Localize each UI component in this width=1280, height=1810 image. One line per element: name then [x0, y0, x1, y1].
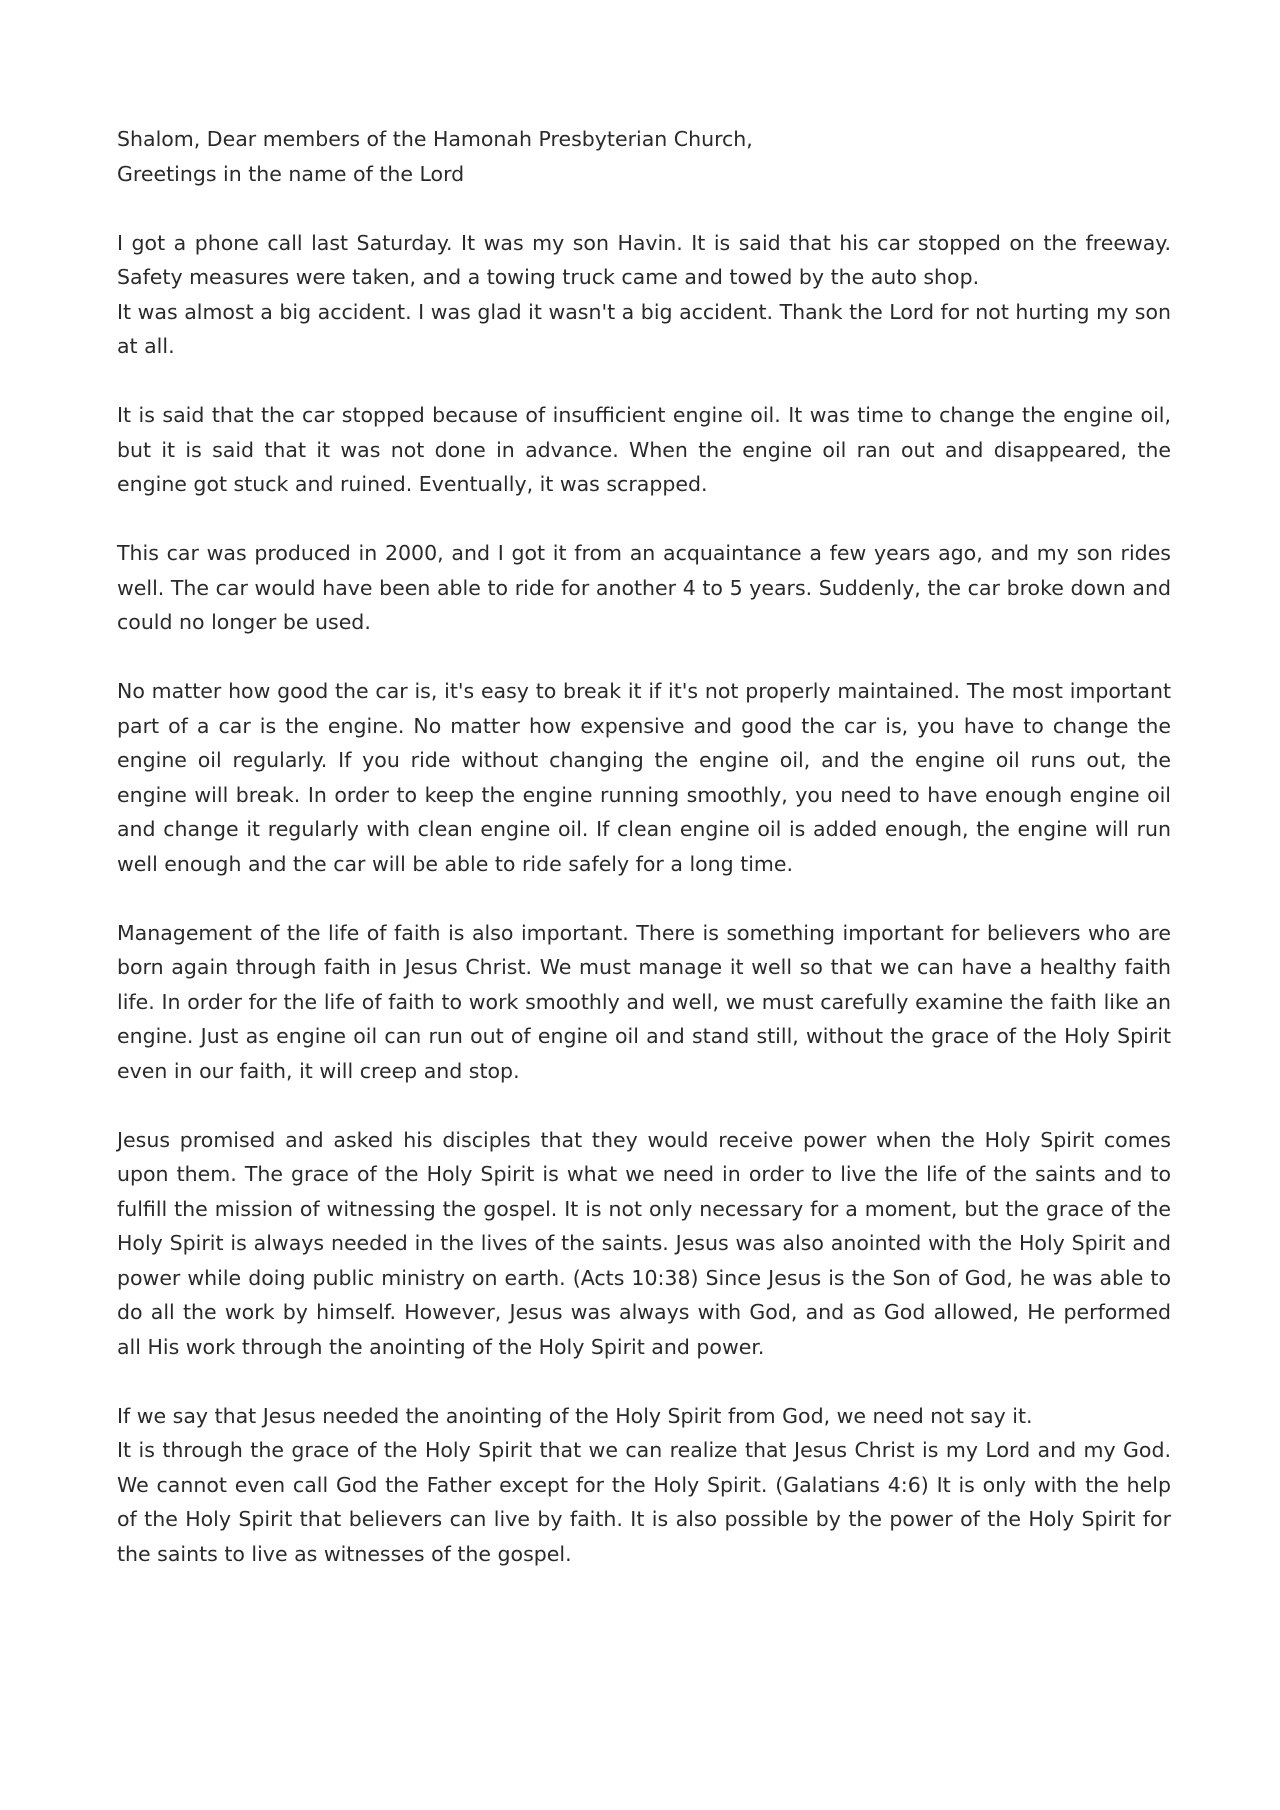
paragraph-faith-management: Management of the life of faith is also important. There is something important for believers who are born again through faith in Jesus Christ. We must manage it well so that we can have a healthy faith life. In order for the life of faith to work smoothly and well, we must carefully examine the faith like an engine. Just as engine oil can run out of engine oil and stand still, without the grace of the Holy Spirit even in our faith, it will creep and stop. [117, 920, 1171, 1083]
paragraph-text: I got a phone call last Saturday. It was my son Havin. It is said that his car stopped on the freeway. Safety measures were taken, and a towing truck came and towed by the auto shop. [117, 230, 1171, 289]
salutation-blessing: Greetings in the name of the Lord [117, 161, 465, 186]
paragraph-car-history: This car was produced in 2000, and I got it from an acquaintance a few years ago, and my son rides well. The car would have been able to ride for another 4 to 5 years. Suddenly, the car broke down and could no longer be used. [117, 541, 1171, 634]
paragraph-engine-oil: It is said that the car stopped because of insufficient engine oil. It was time to change the engine oil, but it is said that it was not done in advance. When the engine oil ran out and disappeared, the engine got stuck and ruined. Eventually, it was scrapped. [117, 403, 1171, 496]
paragraph-holy-spirit-power: Jesus promised and asked his disciples that they would receive power when the Holy Spirit comes upon them. The grace of the Holy Spirit is what we need in order to live the life of the saints and to fulfill the mission of witnessing the gospel. It is not only necessary for a moment, but the grace of the Holy Spirit is always needed in the lives of the saints. Jesus was also anointed with the Holy Spirit and power while doing public ministry on earth. (Acts 10:38) Since Jesus is the Son of God, he was able to do all the work by himself. However, Jesus was always with God, and as God allowed, He performed all His work through the anointing of the Holy Spirit and power. [117, 1127, 1171, 1359]
paragraph-text: If we say that Jesus needed the anointing of the Holy Spirit from God, we need not say it. [117, 1403, 1033, 1428]
salutation [117, 122, 1171, 191]
paragraph-text: It was almost a big accident. I was glad it wasn't a big accident. Thank the Lord for not hurting my son at all. [117, 299, 1171, 358]
paragraph-text: It is through the grace of the Holy Spirit that we can realize that Jesus Christ is my Lord and my God. We cannot even call God the Father except for the Holy Spirit. (Galatians 4:6) It is only with the help of the Holy Spirit that believers can live by faith. It is also possible by the power of the Holy Spirit for the saints to live as witnesses of the gospel. [117, 1438, 1171, 1566]
paragraph-phone-call [117, 226, 1171, 364]
letter-body [117, 122, 1171, 1571]
paragraph-holy-spirit-grace [117, 1399, 1171, 1572]
paragraph-maintenance: No matter how good the car is, it's easy to break it if it's not properly maintained. The most important part of a car is the engine. No matter how expensive and good the car is, you have to change the engine oil regularly. If you ride without changing the engine oil, and the engine oil runs out, the engine will break. In order to keep the engine running smoothly, you need to have enough engine oil and change it regularly with clean engine oil. If clean engine oil is added enough, the engine will run well enough and the car will be able to ride safely for a long time. [117, 679, 1171, 876]
salutation-greeting: Shalom, Dear members of the Hamonah Presbyterian Church, [117, 127, 753, 151]
